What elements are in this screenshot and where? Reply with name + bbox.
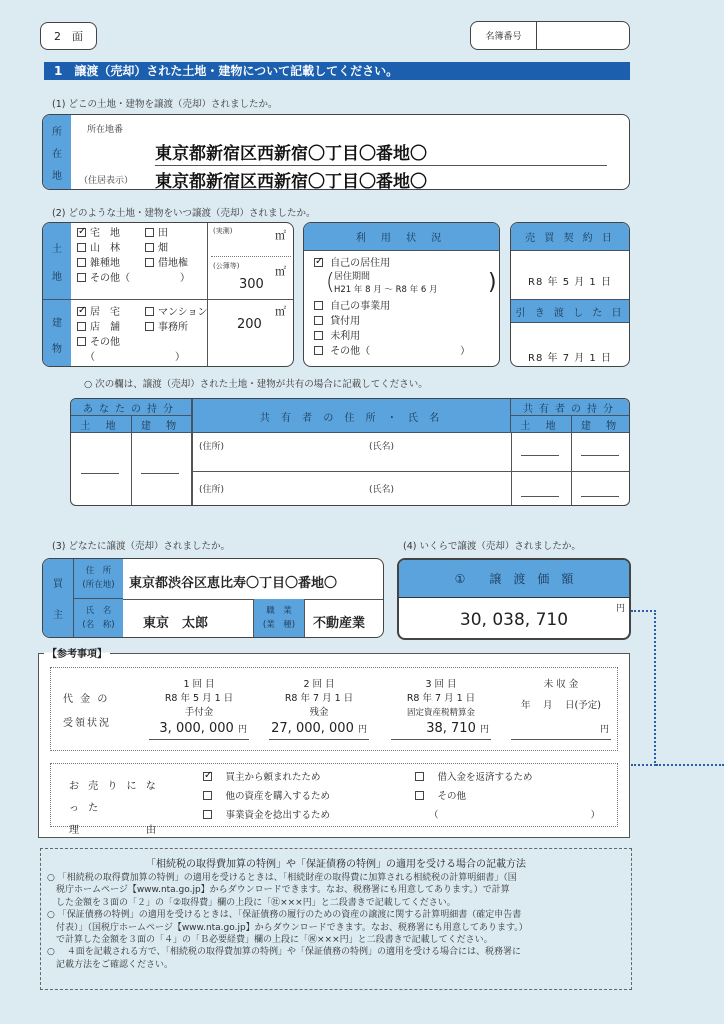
payment-label: 代 金 の 受領状況 (63, 694, 111, 729)
coowner1-land-share[interactable] (521, 455, 559, 456)
payment-2-amount[interactable]: 27, 000, 000 円 (269, 720, 369, 740)
checkbox-icon[interactable] (314, 331, 323, 340)
notes-body (47, 872, 528, 971)
buyer-name-label: 氏 名 (名 称) (73, 599, 123, 638)
side-char: 物 (52, 343, 62, 355)
contract-date-value[interactable]: R8 年 5 月 1 日 (528, 277, 612, 288)
note-line: 税庁ホームページ【www.nta.go.jp】からダウンロードできます。なお、税務署にも用意してあります。）で計算 (47, 885, 510, 896)
usage-options (314, 256, 497, 359)
note-line: ○ 「保証債務の特例」の適用を受けるときは、「保証債務の履行のための資産の譲渡に関する計算明細書（確定申告書 (47, 910, 522, 921)
reason-option[interactable]: 事業資金を捻出するため (203, 806, 330, 825)
notes-box (40, 848, 632, 990)
payment-uncollected-amount[interactable]: 円 (511, 720, 611, 740)
building-option[interactable]: 事務所 (145, 320, 188, 335)
usage-box (303, 222, 500, 367)
buyer-box (42, 558, 384, 638)
payment-3: 3 回 目 R8 年 7 月 1 日 固定資産税精算金 38, 710 円 (391, 678, 491, 740)
checkbox-icon[interactable] (203, 810, 212, 819)
land-option[interactable]: 借地権 (145, 256, 188, 271)
lot-number-label: 所在地番 (87, 125, 124, 135)
sale-price-value[interactable]: 30, 038, 710 (459, 610, 569, 630)
land-option[interactable]: ✓宅 地 (77, 228, 120, 239)
coowner-share-header: 共有者の持分 (511, 399, 630, 416)
building-option[interactable]: 店 舗 (77, 322, 120, 333)
measured-label: (実測) (213, 227, 233, 235)
land-option[interactable]: その他（ ） (77, 271, 205, 286)
reason-option[interactable]: 他の資産を購入するため (203, 787, 330, 806)
side-char: 所 (52, 126, 62, 138)
page-label: 2 面 (40, 22, 97, 50)
note-line: ○ ４面を記載される方で、「相続税の取得費加算の特例」や「保証債務の特例」の適用を受ける場合には、税務署に (47, 947, 522, 958)
checkbox-icon[interactable] (203, 791, 212, 800)
roster-number-label: 名簿番号 (471, 22, 537, 49)
buyer-address-value[interactable]: 東京都渋谷区恵比寿〇丁目〇番地〇 (129, 576, 338, 591)
dotted-link-line (631, 610, 656, 766)
checkbox-icon[interactable] (203, 772, 212, 781)
building-option[interactable]: その他 (77, 335, 205, 350)
land-option[interactable]: 畑 (145, 241, 168, 256)
buyer-address-label: 住 所 (所在地) (73, 559, 123, 599)
section-1-title: 1 譲渡（売却）された土地・建物について記載してください。 (44, 62, 630, 80)
buyer-occupation-value[interactable]: 不動産業 (313, 616, 366, 631)
coownership-table (70, 398, 630, 506)
building-option[interactable]: マンション (145, 305, 208, 320)
notes-title: 「相続税の取得費加算の特例」や「保証債務の特例」の適用を受ける場合の記載方法 (146, 859, 526, 870)
coowner-share-building: 建 物 (571, 416, 630, 433)
coowner1-address-label: (住所) (199, 442, 225, 452)
building-side-label (43, 299, 71, 367)
period-label: 居住期間 (334, 272, 371, 282)
checkbox-icon[interactable] (145, 307, 154, 316)
checkbox-icon[interactable] (77, 258, 86, 267)
your-share-header: あなたの持分 (71, 399, 191, 416)
checkbox-icon[interactable] (145, 258, 154, 267)
checkbox-icon[interactable] (145, 322, 154, 331)
payment-uncollected: 未 収 金 年 月 日(予定) 円 (511, 678, 611, 740)
side-char: 買 (53, 579, 63, 590)
payment-1: 1 回 目 R8 年 5 月 1 日 手付金 3, 000, 000 円 (149, 678, 249, 740)
coownership-note: ○ 次の欄は、譲渡（売却）された土地・建物が共有の場合に記載してください。 (84, 379, 428, 390)
period-value[interactable]: H21 年 8 月 〜 R8 年 6 月 (334, 285, 438, 295)
reason-option[interactable]: ✓ 買主から頼まれたため (203, 768, 330, 787)
your-share-land: 土 地 (80, 421, 122, 432)
reference-title: 【参考事項】 (44, 645, 110, 660)
reason-label: お 売 り に な っ た 理 由 (69, 781, 159, 836)
land-option[interactable]: 雑種地 (77, 258, 120, 269)
building-option[interactable]: ✓居 宅 (77, 307, 120, 318)
land-side-label (43, 223, 71, 299)
coowner2-address-label: (住所) (199, 485, 225, 495)
coowner-header: 共 有 者 の 住 所 ・ 氏 名 (191, 399, 511, 433)
checkbox-icon[interactable] (77, 243, 86, 252)
land-building-box (42, 222, 294, 367)
residence-period: ( 居住期間 H21 年 8 月 〜 R8 年 6 月 ) (326, 270, 497, 295)
payment-1-amount[interactable]: 3, 000, 000 円 (149, 720, 249, 740)
reason-option[interactable]: その他 (415, 787, 600, 806)
registry-unit: ㎡ (275, 265, 286, 278)
q1-question: (1) どこの土地・建物を譲渡（売却）されましたか。 (52, 99, 278, 110)
residence-label: （住居表示） (79, 176, 134, 186)
buyer-side-label (43, 559, 73, 637)
checkbox-icon[interactable] (77, 273, 86, 282)
measured-unit: ㎡ (275, 229, 286, 242)
sale-price-header: ① 譲 渡 価 額 (399, 560, 629, 598)
checkbox-icon[interactable] (145, 228, 154, 237)
building-options (77, 305, 208, 365)
delivery-date-value[interactable]: R8 年 7 月 1 日 (528, 353, 612, 364)
residence-value[interactable]: 東京都新宿区西新宿〇丁目〇番地〇 (155, 172, 427, 190)
building-area-value[interactable]: 200 (237, 317, 262, 332)
roster-number-box (470, 21, 630, 50)
lot-number-value[interactable]: 東京都新宿区西新宿〇丁目〇番地〇 (155, 139, 607, 166)
coowner1-building-share[interactable] (581, 455, 619, 456)
coowner2-building-share[interactable] (581, 496, 619, 497)
checkbox-icon[interactable] (415, 791, 424, 800)
checkbox-icon[interactable] (314, 316, 323, 325)
registry-value[interactable]: 300 (239, 277, 264, 292)
buyer-name-value[interactable]: 東京 太郎 (143, 616, 209, 631)
usage-option[interactable]: 貸付用 (314, 314, 494, 329)
checkbox-icon[interactable] (77, 307, 86, 316)
your-share-building: 建 物 (131, 416, 191, 433)
checkbox-icon[interactable] (77, 337, 86, 346)
checkbox-icon[interactable] (145, 243, 154, 252)
usage-option[interactable]: その他（ ） (314, 344, 494, 359)
buyer-occupation-label: 職 業 (業 種) (253, 599, 305, 638)
payment-3-amount[interactable]: 38, 710 円 (391, 720, 491, 740)
checkbox-icon[interactable] (415, 772, 424, 781)
side-char: 主 (53, 610, 63, 621)
checkbox-icon[interactable] (77, 322, 86, 331)
payment-2: 2 回 目 R8 年 7 月 1 日 残金 27, 000, 000 円 (269, 678, 369, 740)
checkbox-icon[interactable] (314, 301, 323, 310)
sale-price-unit: 円 (615, 604, 625, 614)
dotted-link-line-ext (656, 764, 724, 766)
q3-question: (3) どなたに譲渡（売却）されましたか。 (52, 541, 230, 552)
note-line: ○ 「相続税の取得費加算の特例」の適用を受けるときは、「相続財産の取得費に加算される相続税の計算明細書」（国 (47, 873, 517, 883)
q1-side-label (43, 115, 71, 189)
your-share-land-field[interactable] (81, 473, 119, 474)
sale-price-box (397, 558, 631, 640)
coowner1-name-label: (氏名) (369, 442, 395, 452)
contract-date-header: 売 買 契 約 日 (511, 223, 629, 251)
usage-option[interactable]: 未利用 (314, 329, 494, 344)
your-share-building-field[interactable] (141, 473, 179, 474)
note-line: で計算した金額を３面の「４」の「Ｂ必要経費」欄の上段に「㊗×××円」と二段書きで記載してください。 (47, 935, 493, 946)
q2-question: (2) どのような土地・建物をいつ譲渡（売却）されましたか。 (52, 208, 316, 219)
side-char: 地 (52, 170, 62, 182)
land-option[interactable]: 山 林 (77, 243, 120, 254)
dates-box (510, 222, 630, 367)
coowner2-name-label: (氏名) (369, 485, 395, 495)
side-char: 土 (52, 243, 62, 255)
roster-number-field[interactable] (537, 22, 629, 49)
note-line: 記載方法をご確認ください。 (47, 959, 174, 970)
building-unit: ㎡ (275, 305, 286, 318)
land-option[interactable]: 田 (145, 226, 168, 241)
land-options (77, 226, 205, 286)
side-char: 建 (52, 317, 62, 329)
reason-other-paren[interactable]: （ ） (429, 810, 601, 821)
checkbox-icon[interactable] (314, 258, 323, 267)
side-char: 地 (52, 271, 62, 283)
q4-question: (4) いくらで譲渡（売却）されましたか。 (403, 541, 581, 552)
note-line: した金額を３面の「２」の「②取得費」欄の上段に「㊓×××円」と二段書きで記載してください。 (47, 897, 456, 908)
checkbox-icon[interactable] (77, 228, 86, 237)
delivery-date-header: 引 き 渡 し た 日 (511, 299, 629, 323)
payment-section (50, 667, 618, 751)
note-line: 付表）」（国税庁ホームページ【www.nta.go.jp】からダウンロードできます。なお、税務署にも用意してあります。） (47, 922, 528, 933)
coowner-share-land: 土 地 (520, 421, 562, 432)
reason-option[interactable]: 借入金を返済するため (415, 768, 600, 787)
coowner2-land-share[interactable] (521, 496, 559, 497)
reason-section (50, 763, 618, 836)
registry-label: (公簿等) (213, 262, 240, 270)
side-char: 在 (52, 148, 62, 160)
checkbox-icon[interactable] (314, 346, 323, 355)
building-other-paren[interactable]: （ ） (85, 352, 185, 363)
usage-option[interactable]: ✓ 自己の居住用 (314, 256, 494, 271)
q1-location-box (42, 114, 630, 190)
usage-header: 利 用 状 況 (304, 223, 499, 251)
usage-option[interactable]: 自己の事業用 (314, 299, 494, 314)
